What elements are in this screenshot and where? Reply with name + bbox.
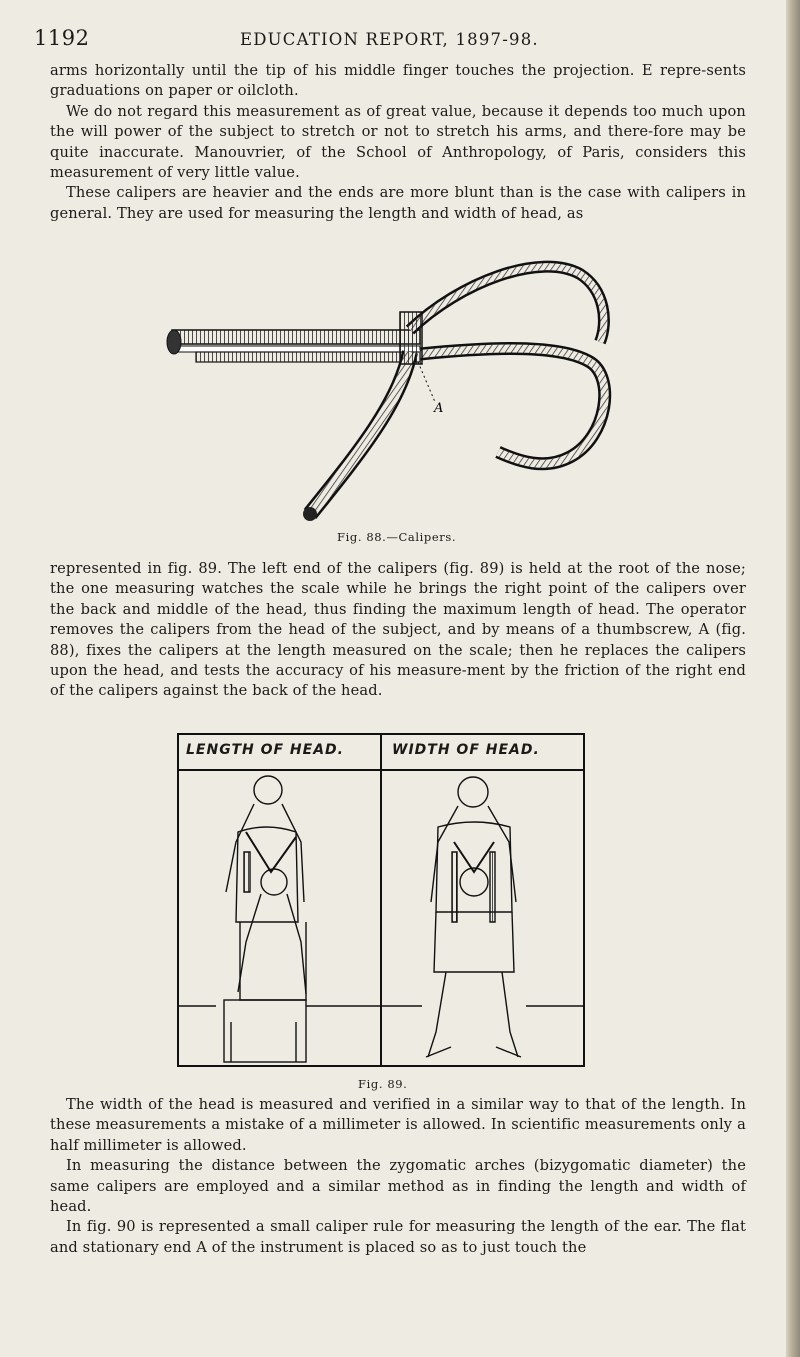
page-edge bbox=[786, 0, 800, 1357]
figure-88-caption: Fig. 88.—Calipers. bbox=[337, 530, 457, 544]
paragraph: The width of the head is measured and verified in a similar way to that of the length. In these measurements a mistake of a millimeter is allowed. In scientific measurements only a half millimeter is allowed. bbox=[50, 1096, 746, 1154]
paragraph: represented in fig. 89. The left end of the calipers (fig. 89) is held at the root of the nose; the one measuring watches the scale while he brings the right point of the calipers over the back and middle of the head, thus finding the maximum length of head. The operator removes the calipers from the head of the subject, and by means of a thumbscrew, A (fig. 88), fixes the calipers at the length measured on the scale; then he replaces the calipers upon the head, and tests the accuracy of his measure-ment by the friction of the right end of the calipers against the back of the head. bbox=[50, 560, 746, 700]
figure-88-calipers bbox=[160, 252, 630, 532]
paragraph: In measuring the distance between the zygomatic arches (bizygomatic diameter) the same calipers are employed and a similar method as in finding the length and width of head. bbox=[50, 1157, 746, 1216]
paragraph: We do not regard this measurement as of great value, because it depends too much upon the will power of the subject to stretch or not to stretch his arms, and there-fore may be quite inaccurate. Manouvrier, of the School of Anthropology, of Paris, considers this measurement of very little value. bbox=[50, 102, 746, 182]
paragraph: arms horizontally until the tip of his middle finger touches the projection. E repre-sents graduations on paper or oilcloth. bbox=[50, 62, 746, 100]
illustration-width-of-head bbox=[426, 777, 521, 1057]
figure-89-table bbox=[176, 732, 588, 1070]
text-block-bottom bbox=[50, 1095, 746, 1258]
paragraph: In fig. 90 is represented a small caliper rule for measuring the length of the ear. The flat and stationary end A of the instrument is placed so as to just touch the bbox=[50, 1218, 746, 1256]
figure-89-caption: Fig. 89. bbox=[358, 1077, 408, 1091]
page-number: 1192 bbox=[34, 26, 90, 50]
illustration-length-of-head bbox=[224, 776, 306, 1062]
text-block-middle bbox=[50, 559, 746, 702]
text-block-top bbox=[50, 61, 746, 224]
column-header-length: LENGTH OF HEAD. bbox=[186, 742, 344, 758]
column-header-width: WIDTH OF HEAD. bbox=[392, 742, 540, 758]
running-header bbox=[34, 26, 754, 54]
paragraph: These calipers are heavier and the ends are more blunt than is the case with calipers in general. They are used for measuring the length and width of head, as bbox=[50, 184, 746, 222]
running-title: EDUCATION REPORT, 1897-98. bbox=[240, 30, 539, 49]
figure-88-label-a: A bbox=[434, 401, 444, 416]
